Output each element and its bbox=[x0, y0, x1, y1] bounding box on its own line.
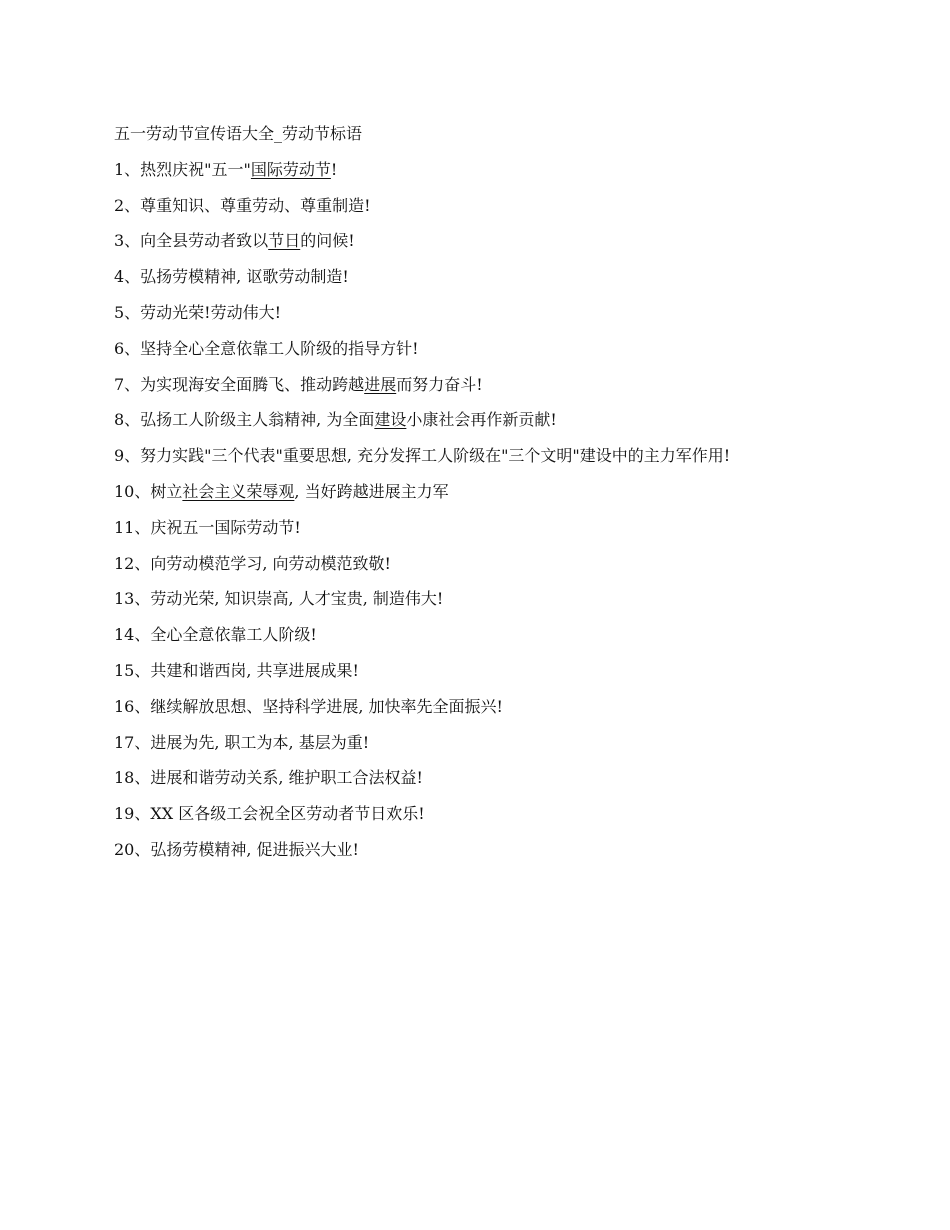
document-body bbox=[114, 124, 914, 876]
list-item bbox=[114, 840, 914, 860]
slogan-text: 1、热烈庆祝"五一" bbox=[114, 159, 251, 179]
slogan-text: ! bbox=[330, 159, 338, 179]
slogan-text: 12、向劳动模范学习, 向劳动模范致敬! bbox=[114, 553, 391, 573]
slogan-text: , 当好跨越进展主力军 bbox=[294, 481, 449, 501]
list-item bbox=[114, 625, 914, 645]
list-item bbox=[114, 410, 914, 430]
slogan-text: 18、进展和谐劳动关系, 维护职工合法权益! bbox=[114, 768, 423, 788]
slogan-text: 15、共建和谐西岗, 共享进展成果! bbox=[114, 660, 359, 680]
list-item bbox=[114, 303, 914, 323]
list-item bbox=[114, 375, 914, 395]
slogan-text: 而努力奋斗! bbox=[396, 374, 483, 394]
slogan-text: 5、劳动光荣!劳动伟大! bbox=[114, 302, 282, 322]
slogan-text: 8、弘扬工人阶级主人翁精神, 为全面 bbox=[114, 410, 375, 430]
list-item bbox=[114, 160, 914, 180]
slogan-text: 16、继续解放思想、坚持科学进展, 加快率先全面振兴! bbox=[114, 696, 503, 716]
slogan-text: 3、向全县劳动者致以 bbox=[114, 231, 269, 251]
list-item bbox=[114, 231, 914, 251]
page-title: 五一劳动节宣传语大全_劳动节标语 bbox=[114, 124, 363, 143]
list-item bbox=[114, 554, 914, 574]
underlined-link-text[interactable]: 节日 bbox=[268, 231, 301, 251]
slogan-text: 6、坚持全心全意依靠工人阶级的指导方针! bbox=[114, 338, 419, 358]
slogan-text: 4、弘扬劳模精神, 讴歌劳动制造! bbox=[114, 267, 349, 287]
underlined-link-text[interactable]: 社会主义荣辱观 bbox=[182, 481, 295, 501]
slogan-text: 2、尊重知识、尊重劳动、尊重制造! bbox=[114, 195, 371, 215]
underlined-link-text[interactable]: 建设 bbox=[374, 410, 407, 430]
slogan-text: 10、树立 bbox=[114, 481, 183, 501]
slogan-text: 19、XX 区各级工会祝全区劳动者节日欢乐! bbox=[114, 804, 425, 824]
slogan-text: 13、劳动光荣, 知识崇高, 人才宝贵, 制造伟大! bbox=[114, 589, 444, 609]
slogan-text: 14、全心全意依靠工人阶级! bbox=[114, 625, 317, 645]
underlined-link-text[interactable]: 进展 bbox=[364, 374, 397, 394]
list-item bbox=[114, 196, 914, 216]
list-item bbox=[114, 518, 914, 538]
slogan-text: 7、为实现海安全面腾飞、推动跨越 bbox=[114, 374, 365, 394]
list-item bbox=[114, 339, 914, 359]
list-item bbox=[114, 482, 914, 502]
list-item bbox=[114, 446, 914, 466]
list-item bbox=[114, 768, 914, 788]
list-item bbox=[114, 804, 914, 824]
slogan-list bbox=[114, 160, 914, 860]
slogan-text: 20、弘扬劳模精神, 促进振兴大业! bbox=[114, 839, 359, 859]
slogan-text: 17、进展为先, 职工为本, 基层为重! bbox=[114, 732, 370, 752]
list-item bbox=[114, 697, 914, 717]
list-item bbox=[114, 589, 914, 609]
slogan-text: 的问候! bbox=[300, 231, 355, 251]
list-item bbox=[114, 267, 914, 287]
slogan-text: 小康社会再作新贡献! bbox=[406, 410, 557, 430]
list-item bbox=[114, 661, 914, 681]
slogan-text: 11、庆祝五一国际劳动节! bbox=[114, 517, 301, 537]
underlined-link-text[interactable]: 国际劳动节 bbox=[250, 159, 331, 179]
list-item bbox=[114, 733, 914, 753]
slogan-text: 9、努力实践"三个代表"重要思想, 充分发挥工人阶级在"三个文明"建设中的主力军作用! bbox=[114, 446, 731, 466]
